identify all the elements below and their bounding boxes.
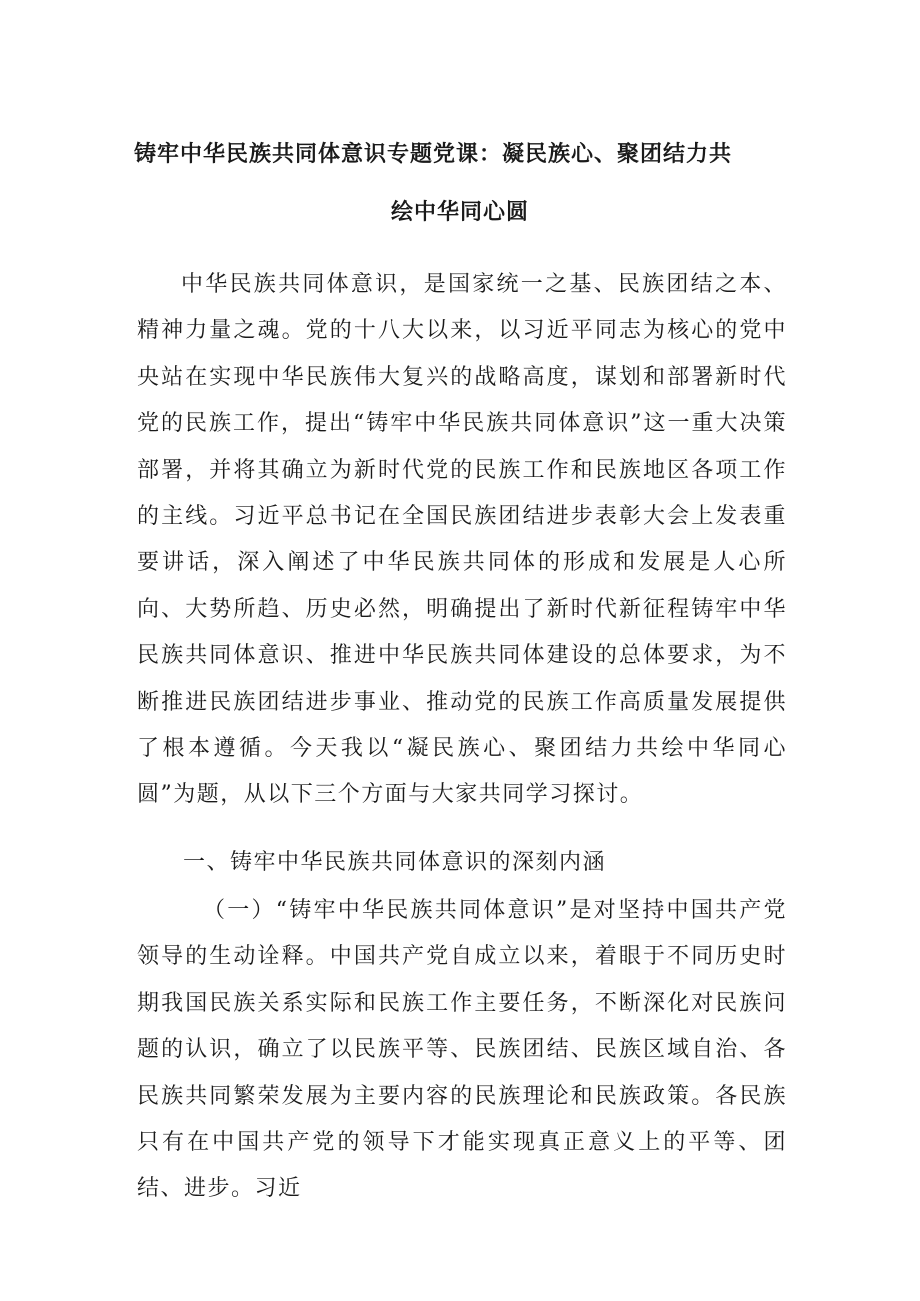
document-title-line-1: 铸牢中华民族共同体意识专题党课：凝民族心、聚团结力共 bbox=[134, 142, 733, 167]
paragraph-section-1-1: （一）“铸牢中华民族共同体意识”是对坚持中国共产党领导的生动诠释。中国共产党自成立以来，着眼于不同历史时期我国民族关系实际和民族工作主要任务，不断深化对民族问题的认识，确立了以民族平等、民族团结、民族区域自治、各民族共同繁荣发展为主要内容的民族理论和民族政策。各民族只有在中国共产党的领导下才能实现真正意义上的平等、团结、进步。习近 bbox=[137, 898, 787, 1202]
document-title-line-2: 绘中华同心圆 bbox=[390, 200, 529, 225]
section-heading-1: 一、铸牢中华民族共同体意识的深刻内涵 bbox=[183, 850, 607, 875]
paragraph-intro: 中华民族共同体意识，是国家统一之基、民族团结之本、精神力量之魂。党的十八大以来，以习近平同志为核心的党中央站在实现中华民族伟大复兴的战略高度，谋划和部署新时代党的民族工作，提出“铸牢中华民族共同体意识”这一重大决策部署，并将其确立为新时代党的民族工作和民族地区各项工作的主线。习近平总书记在全国民族团结进步表彰大会上发表重要讲话，深入阐述了中华民族共同体的形成和发展是人心所向、大势所趋、历史必然，明确提出了新时代新征程铸牢中华民族共同体意识、推进中华民族共同体建设的总体要求，为不断推进民族团结进步事业、推动党的民族工作高质量发展提供了根本遵循。今天我以“凝民族心、聚团结力共绘中华同心圆”为题，从以下三个方面与大家共同学习探讨。 bbox=[137, 272, 787, 808]
